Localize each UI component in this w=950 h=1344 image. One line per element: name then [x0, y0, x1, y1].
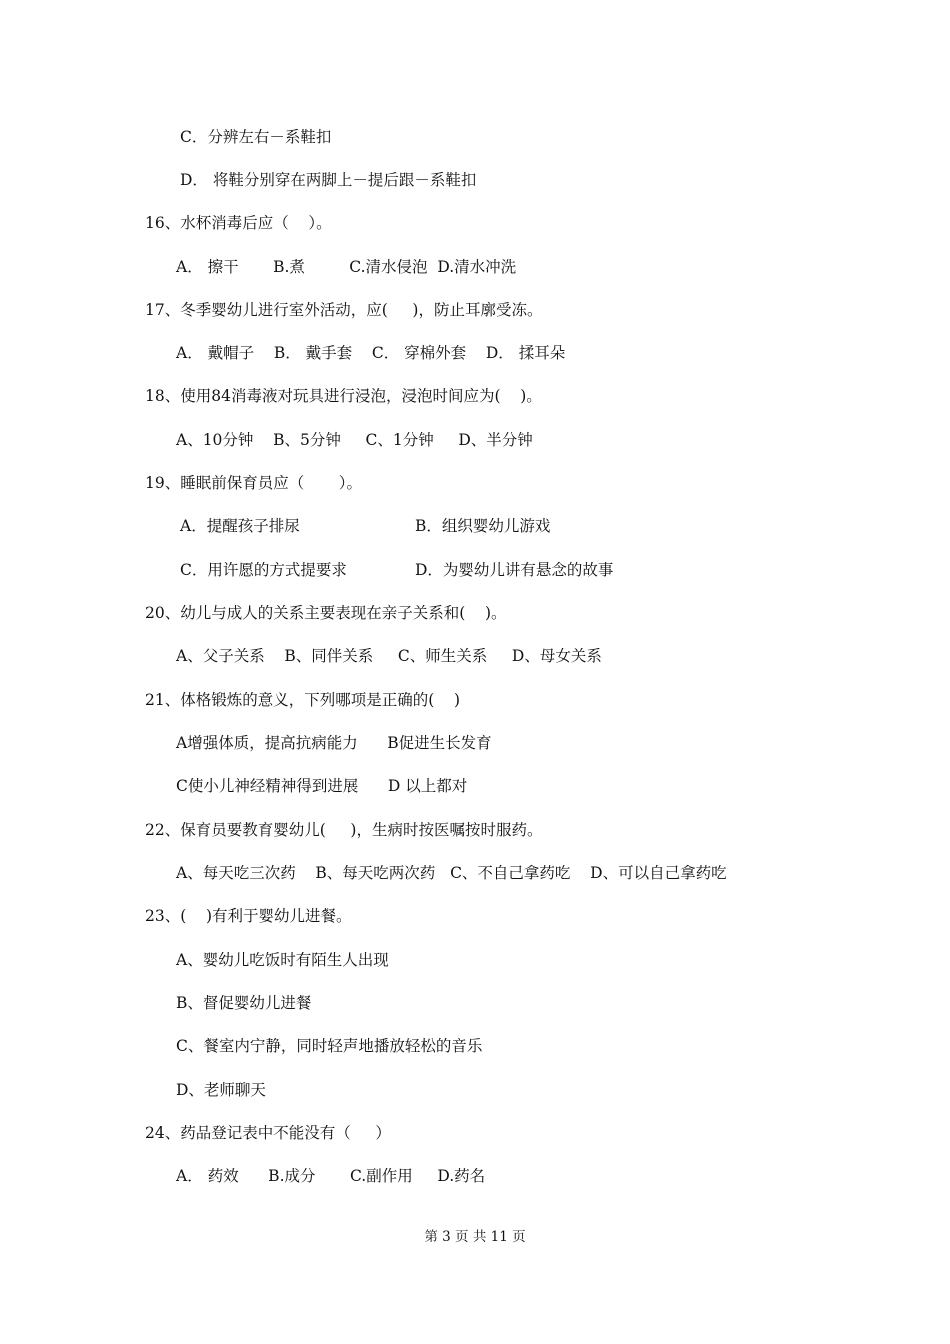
question-19-option-a: A．提醒孩子排尿 [180, 517, 300, 535]
question-20: 20、幼儿与成人的关系主要表现在亲子关系和( )。 [145, 604, 507, 622]
question-21: 21、体格锻炼的意义，下列哪项是正确的( ) [145, 691, 461, 709]
question-17: 17、冬季婴幼儿进行室外活动，应( )，防止耳廓受冻。 [145, 301, 543, 319]
question-22-options: A、每天吃三次药 B、每天吃两次药 C、不自己拿药吃 D、可以自己拿药吃 [176, 864, 727, 882]
option-d: D． 将鞋分别穿在两脚上－提后跟－系鞋扣 [180, 171, 477, 189]
question-19-option-b: B．组织婴幼儿游戏 [415, 517, 551, 535]
question-24: 24、药品登记表中不能没有（ ） [145, 1124, 391, 1142]
question-18-options: A、10分钟 B、5分钟 C、1分钟 D、半分钟 [176, 431, 533, 449]
question-19-option-c: C．用许愿的方式提要求 [180, 561, 347, 579]
question-20-options: A、父子关系 B、同伴关系 C、师生关系 D、母女关系 [176, 647, 602, 665]
question-21-options-row1: A增强体质，提高抗病能力 B促进生长发育 [176, 734, 492, 752]
question-18: 18、使用84消毒液对玩具进行浸泡，浸泡时间应为( )。 [145, 387, 542, 405]
question-16-options: A． 擦干 B.煮 C.清水侵泡 D.清水冲洗 [176, 258, 517, 276]
page-number: 第 3 页 共 11 页 [424, 1229, 526, 1245]
question-23-option-c: C、餐室内宁静，同时轻声地播放轻松的音乐 [176, 1037, 483, 1055]
question-17-options: A． 戴帽子 B． 戴手套 C． 穿棉外套 D． 揉耳朵 [176, 344, 566, 362]
question-19: 19、睡眠前保育员应（ ）。 [145, 474, 362, 492]
question-23-option-a: A、婴幼儿吃饭时有陌生人出现 [176, 951, 389, 969]
question-22: 22、保育员要教育婴幼儿( )，生病时按医嘱按时服药。 [145, 821, 543, 839]
question-23: 23、( )有利于婴幼儿进餐。 [145, 907, 352, 925]
question-19-option-d: D．为婴幼儿讲有悬念的故事 [415, 561, 614, 579]
question-21-options-row2: C使小儿神经精神得到进展 D 以上都对 [176, 777, 468, 795]
question-16: 16、水杯消毒后应（ ）。 [145, 214, 332, 232]
question-24-options: A． 药效 B.成分 C.副作用 D.药名 [176, 1167, 486, 1185]
option-c: C．分辨左右－系鞋扣 [180, 128, 332, 146]
question-23-option-b: B、督促婴幼儿进餐 [176, 994, 312, 1012]
question-23-option-d: D、老师聊天 [176, 1081, 266, 1099]
